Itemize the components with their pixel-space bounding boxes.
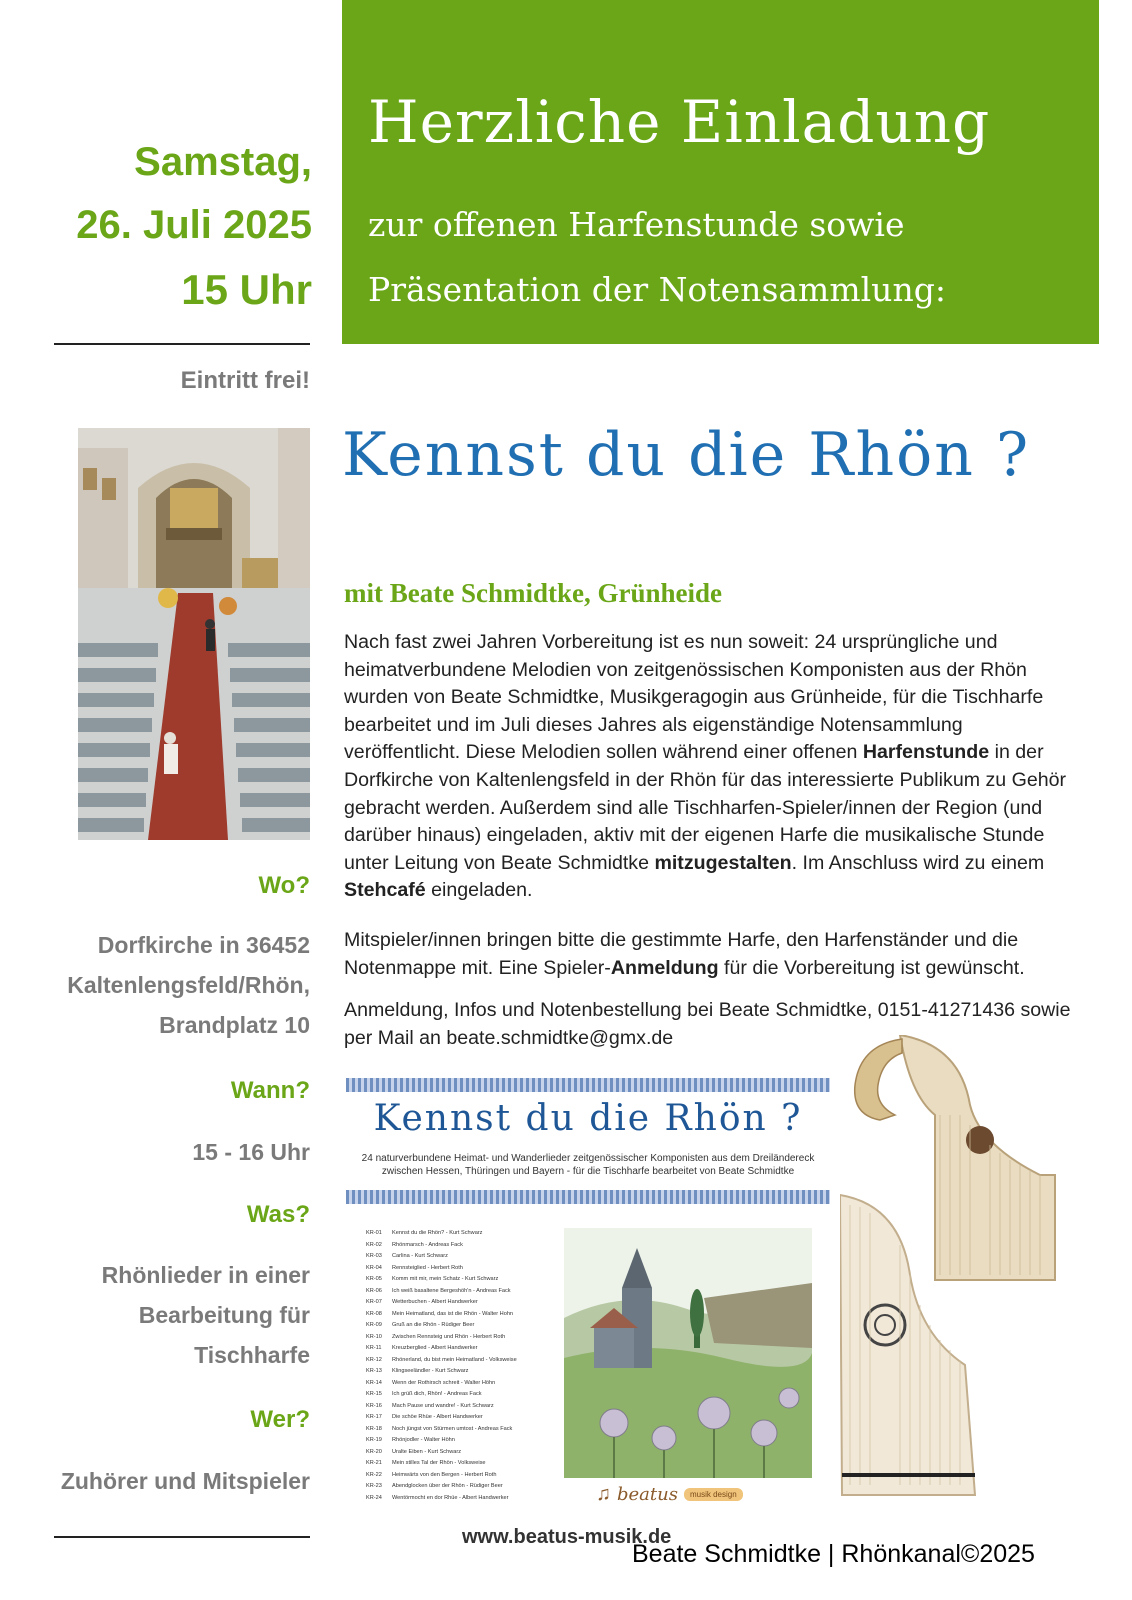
track-item bbox=[366, 1274, 556, 1286]
track-item bbox=[366, 1458, 556, 1470]
logo-tag: musik design bbox=[684, 1488, 743, 1501]
track-code: KR-17 bbox=[366, 1414, 382, 1420]
track-title: Mach Pause und wandre! - Kurt Schwarz bbox=[392, 1402, 494, 1409]
track-code: KR-14 bbox=[366, 1379, 382, 1386]
track-title: Komm mit mir, mein Schatz - Kurt Schwarz bbox=[392, 1276, 499, 1282]
track-title: Kennst du die Rhön? - Kurt Schwarz bbox=[392, 1230, 483, 1236]
track-code: KR-19 bbox=[366, 1437, 382, 1443]
invitation-title: Herzliche Einladung bbox=[368, 88, 991, 156]
track-title: Abendglocken über der Rhön - Rüdiger Beer bbox=[392, 1483, 503, 1489]
track-item bbox=[366, 1297, 556, 1309]
track-title: Rhönmarsch - Andreas Fack bbox=[392, 1241, 463, 1248]
track-code: KR-05 bbox=[366, 1276, 382, 1282]
track-item bbox=[366, 1389, 556, 1401]
track-code: KR-21 bbox=[366, 1460, 382, 1466]
track-item bbox=[366, 1424, 556, 1436]
sheet-music-cover bbox=[346, 1078, 830, 1518]
description-paragraph-2: Mitspieler/innen bringen bitte die gestimmte Harfe, den Harfenständer und die Notenmappe mit. Eine Spieler-Anmeldung für die Vorbereitung ist gewünscht. bbox=[344, 929, 1025, 979]
cover-band-middle bbox=[346, 1190, 830, 1204]
track-title: Die schöe Rhüe - Albert Handwerker bbox=[392, 1414, 483, 1420]
track-item bbox=[366, 1263, 556, 1275]
track-title: Mein stilles Tal der Rhön - Volksweise bbox=[392, 1460, 486, 1466]
where-line-1: Dorfkirche in 36452 bbox=[97, 932, 310, 958]
track-item bbox=[366, 1435, 556, 1447]
track-item bbox=[366, 1481, 556, 1493]
track-code: KR-15 bbox=[366, 1391, 382, 1397]
invitation-subtitle-1: zur offenen Harfenstunde sowie bbox=[368, 205, 905, 244]
track-code: KR-18 bbox=[366, 1425, 382, 1432]
who-label: Wer? bbox=[250, 1406, 310, 1433]
track-title: Rhönjodler - Walter Höhn bbox=[392, 1437, 455, 1443]
track-item bbox=[366, 1240, 556, 1252]
event-title: Kennst du die Rhön ? bbox=[342, 420, 1031, 490]
track-item bbox=[366, 1343, 556, 1355]
track-code: KR-13 bbox=[366, 1368, 382, 1374]
track-code: KR-23 bbox=[366, 1483, 382, 1489]
track-item bbox=[366, 1401, 556, 1413]
track-title: Mein Heimatland, das ist die Rhön - Walter Hohn bbox=[392, 1310, 514, 1317]
entry-free: Eintritt frei! bbox=[180, 367, 310, 394]
track-item bbox=[366, 1251, 556, 1263]
track-code: KR-03 bbox=[366, 1253, 382, 1259]
what-line-2: Bearbeitung für bbox=[138, 1302, 310, 1328]
track-code: KR-20 bbox=[366, 1448, 382, 1455]
track-code: KR-24 bbox=[366, 1494, 382, 1501]
track-item bbox=[366, 1447, 556, 1459]
track-title: Noch jüngst von Stürmen umtost - Andreas Fack bbox=[392, 1425, 513, 1432]
track-title: Ich grüß dich, Rhön! - Andreas Fack bbox=[392, 1391, 482, 1397]
track-code: KR-10 bbox=[366, 1333, 382, 1340]
track-title: Kreuzberglied - Albert Handwerker bbox=[392, 1345, 478, 1351]
where-line-2: Kaltenlengsfeld/Rhön, bbox=[67, 972, 310, 998]
date-time: 15 Uhr bbox=[181, 266, 312, 313]
logo-word: beatus bbox=[617, 1484, 678, 1505]
track-item bbox=[366, 1309, 556, 1321]
divider-top bbox=[54, 343, 310, 345]
table-harps-image bbox=[840, 1035, 1100, 1525]
copyright-credit: Beate Schmidtke | Rhönkanal©2025 bbox=[632, 1540, 1035, 1568]
track-item bbox=[366, 1378, 556, 1390]
track-item bbox=[366, 1493, 556, 1505]
website-link[interactable]: www.beatus-musik.de bbox=[462, 1526, 672, 1548]
invitation-subtitle-2: Präsentation der Notensammlung: bbox=[368, 270, 946, 309]
track-code: KR-01 bbox=[366, 1230, 382, 1236]
when-value: 15 - 16 Uhr bbox=[192, 1139, 310, 1165]
track-item bbox=[366, 1320, 556, 1332]
track-code: KR-07 bbox=[366, 1299, 382, 1305]
track-item bbox=[366, 1366, 556, 1378]
track-title: Klingseeländler - Kurt Schwarz bbox=[392, 1368, 469, 1374]
track-title: Wentörmocht en dor Rhüe - Albert Handwerker bbox=[392, 1494, 509, 1501]
track-code: KR-11 bbox=[366, 1345, 382, 1351]
track-code: KR-04 bbox=[366, 1264, 382, 1271]
cover-description: 24 naturverbundene Heimat- und Wanderlieder zeitgenössischer Komponisten aus dem Dreiländereck zwischen Hessen, Thüringen und Bayern - für die Tischharfe bearbeitet von Beate Schmidtke bbox=[361, 1153, 815, 1177]
track-title: Zwischen Rennsteig und Rhön - Herbert Roth bbox=[392, 1333, 506, 1340]
track-code: KR-08 bbox=[366, 1310, 382, 1317]
contact-paragraph: Anmeldung, Infos und Notenbestellung bei Beate Schmidtke, 0151-41271436 sowie per Mail an beate.schmidtke@gmx.de bbox=[344, 999, 1071, 1049]
what-label: Was? bbox=[246, 1201, 310, 1228]
track-title: Wenn der Rothirsch schreit - Walter Höhn bbox=[392, 1379, 496, 1386]
track-title: Rhönerland, du bist mein Heimatland - Volksweise bbox=[392, 1356, 517, 1363]
track-title: Wetterbuchen - Albert Handwerker bbox=[392, 1299, 478, 1305]
cover-band-top bbox=[346, 1078, 830, 1092]
who-value: Zuhörer und Mitspieler bbox=[60, 1468, 310, 1494]
track-code: KR-16 bbox=[366, 1402, 382, 1409]
track-item bbox=[366, 1355, 556, 1367]
what-line-1: Rhönlieder in einer bbox=[101, 1262, 310, 1288]
description-paragraph-1: Nach fast zwei Jahren Vorbereitung ist es nun soweit: 24 ursprüngliche und heimatverbundene Melodien von zeitgenössischen Komponisten aus der Rhön wurden von Beate Schmidtke, Musikgeragogin aus Grünheide, für die Tischharfe bearbeitet und im Juli dieses Jahres als eigenständige Notensammlung veröffentlicht. Diese Melodien sollen während einer offenen Harfenstunde in der Dorfkirche von Kaltenlengsfeld in der Rhön für das interessierte Publikum zu Gehör gebracht werden. Außerdem sind alle Tischharfen-Spieler/innen der Region (und darüber hinaus) eingeladen, aktiv mit der eigenen Harfe die musikalische Stunde unter Leitung von Beate Schmidtke mitzugestalten. Im Anschluss wird zu einem Stehcafé eingeladen. bbox=[344, 631, 1067, 902]
track-code: KR-06 bbox=[366, 1287, 382, 1294]
when-label: Wann? bbox=[230, 1077, 310, 1104]
beatus-logo bbox=[596, 1483, 743, 1506]
track-title: Uralte Eiben - Kurt Schwarz bbox=[392, 1448, 462, 1455]
track-title: Carlina - Kurt Schwarz bbox=[392, 1253, 448, 1259]
landscape-painting bbox=[564, 1228, 812, 1478]
cover-title: Kennst du die Rhön ? bbox=[373, 1098, 803, 1139]
invitation-header bbox=[342, 0, 1099, 344]
track-item bbox=[366, 1228, 556, 1240]
track-title: Ich weiß basaltene Bergeshöh'n - Andreas Fack bbox=[392, 1287, 511, 1294]
track-item bbox=[366, 1332, 556, 1344]
what-line-3: Tischharfe bbox=[194, 1342, 310, 1368]
where-line-3: Brandplatz 10 bbox=[159, 1012, 310, 1038]
divider-bottom bbox=[54, 1536, 310, 1538]
track-title: Rennsteiglied - Herbert Roth bbox=[392, 1264, 463, 1271]
track-code: KR-22 bbox=[366, 1471, 382, 1478]
performer-subhead: mit Beate Schmidtke, Grünheide bbox=[344, 578, 722, 608]
track-item bbox=[366, 1412, 556, 1424]
where-label: Wo? bbox=[258, 872, 310, 899]
church-interior-photo bbox=[78, 428, 310, 840]
track-title: Heimwärts von den Bergen - Herbert Roth bbox=[392, 1471, 497, 1478]
track-title: Gruß an die Rhön - Rüdiger Beer bbox=[392, 1322, 475, 1328]
track-code: KR-02 bbox=[366, 1241, 382, 1248]
track-item bbox=[366, 1470, 556, 1482]
harp-logo-icon: ♫ bbox=[596, 1483, 611, 1505]
date-day: 26. Juli 2025 bbox=[76, 203, 312, 247]
track-code: KR-12 bbox=[366, 1356, 382, 1363]
track-list bbox=[366, 1228, 556, 1504]
track-code: KR-09 bbox=[366, 1322, 382, 1328]
track-item bbox=[366, 1286, 556, 1298]
date-weekday: Samstag, bbox=[134, 140, 312, 184]
